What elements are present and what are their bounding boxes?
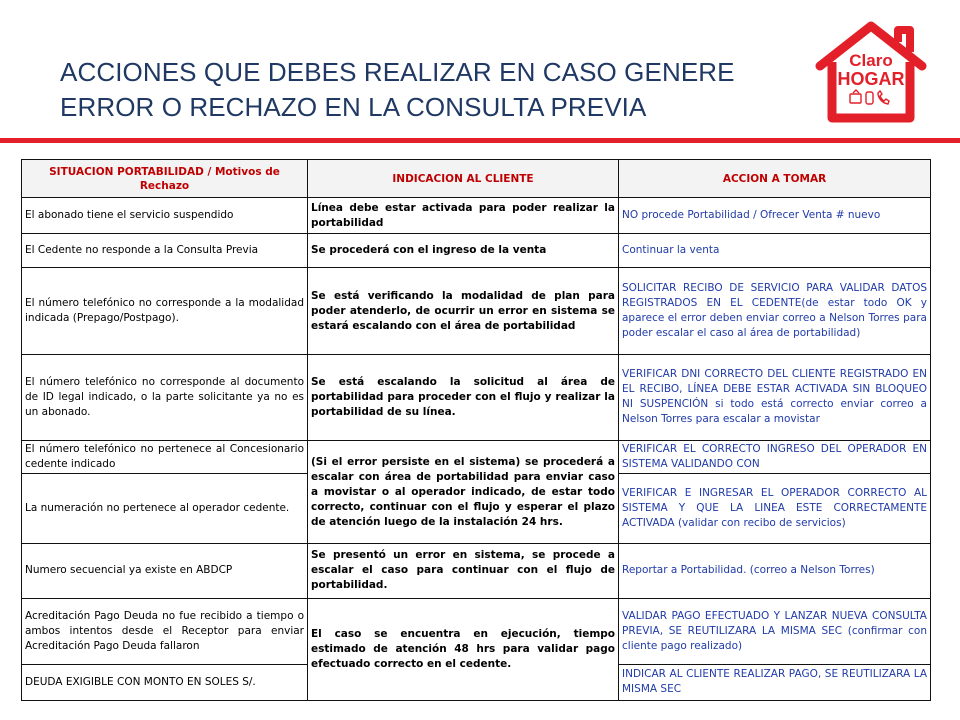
action-cell: Continuar la venta: [619, 234, 931, 268]
situation-cell: Numero secuencial ya existe en ABDCP: [22, 544, 308, 598]
header-divider: [0, 138, 960, 143]
indication-cell: Se procederá con el ingreso de la venta: [308, 234, 619, 268]
header-action: ACCION A TOMAR: [619, 160, 931, 198]
situation-cell: El número telefónico no pertenece al Concesionario cedente indicado: [22, 441, 308, 474]
slide-title-line-1: ACCIONES QUE DEBES REALIZAR EN CASO GENERE: [60, 57, 735, 87]
table-row: [22, 268, 931, 354]
table-row: [22, 234, 931, 268]
table-row: [22, 198, 931, 234]
situation-cell: El Cedente no responde a la Consulta Previa: [22, 234, 308, 268]
indication-cell: Se está escalando la solicitud al área de portabilidad para proceder con el flujo y realizar la portabilidad de su línea.: [308, 354, 619, 440]
action-cell: INDICAR AL CLIENTE REALIZAR PAGO, SE REUTILIZARA LA MISMA SEC: [619, 664, 931, 700]
indication-cell: El caso se encuentra en ejecución, tiempo estimado de atención 48 hrs para validar pago efectuado correcto en el cedente.: [308, 598, 619, 700]
service-icons: [850, 90, 889, 104]
house-logo-icon: [810, 18, 932, 128]
header-indication: INDICACION AL CLIENTE: [308, 160, 619, 198]
indication-cell: Línea debe estar activada para poder realizar la portabilidad: [308, 198, 619, 234]
situation-cell: Acreditación Pago Deuda no fue recibido a tiempo o ambos intentos desde el Receptor para enviar Acreditación Pago Deuda fallaron: [22, 598, 308, 664]
action-cell: VALIDAR PAGO EFECTUADO Y LANZAR NUEVA CONSULTA PREVIA, SE REUTILIZARA LA MISMA SEC (confirmar con cliente pago realizado): [619, 598, 931, 664]
table-row: [22, 544, 931, 598]
action-cell: VERIFICAR E INGRESAR EL OPERADOR CORRECTO AL SISTEMA Y QUE LA LINEA ESTE CORRECTAMENTE ACTIVADA (validar con recibo de servicios): [619, 474, 931, 544]
claro-hogar-logo: [810, 18, 932, 128]
table-row: [22, 354, 931, 440]
table-row: [22, 441, 931, 474]
indication-cell: (Si el error persiste en el sistema) se procederá a escalar con área de portabilidad para enviar caso a movistar o al operador indicado, de estar todo correcto, continuar con el flujo y esperar el plazo de atención luego de la instalación 24 hrs.: [308, 441, 619, 544]
table-row: [22, 598, 931, 664]
indication-cell: Se está verificando la modalidad de plan para poder atenderlo, de ocurrir un error en sistema se estará escalando con el área de portabilidad: [308, 268, 619, 354]
action-cell: NO procede Portabilidad / Ofrecer Venta # nuevo: [619, 198, 931, 234]
action-cell: Reportar a Portabilidad. (correo a Nelson Torres): [619, 544, 931, 598]
situation-cell: DEUDA EXIGIBLE CON MONTO EN SOLES S/.: [22, 664, 308, 700]
situation-cell: El abonado tiene el servicio suspendido: [22, 198, 308, 234]
action-cell: VERIFICAR EL CORRECTO INGRESO DEL OPERADOR EN SISTEMA VALIDANDO CON: [619, 441, 931, 474]
situation-cell: El número telefónico no corresponde al documento de ID legal indicado, o la parte solicitante ya no es un abonado.: [22, 354, 308, 440]
brand-line-2: HOGAR: [837, 69, 905, 89]
remote-icon: [866, 92, 873, 104]
phone-icon: [878, 91, 889, 104]
situation-cell: El número telefónico no corresponde a la modalidad indicada (Prepago/Postpago).: [22, 268, 308, 354]
tv-antenna-icon: [853, 90, 859, 93]
slide-title-line-2: ERROR O RECHAZO EN LA CONSULTA PREVIA: [60, 92, 647, 122]
brand-line-1: Claro: [849, 51, 893, 70]
indication-cell: Se presentó un error en sistema, se procede a escalar el caso para continuar con el flujo de portabilidad.: [308, 544, 619, 598]
actions-table: [21, 159, 931, 701]
action-cell: VERIFICAR DNI CORRECTO DEL CLIENTE REGISTRADO EN EL RECIBO, LÍNEA DEBE ESTAR ACTIVADA SIN BLOQUEO NI SUSPENCIÓN si todo está correcto enviar correo a Nelson Torres para escalar a movistar: [619, 354, 931, 440]
table-header-row: [22, 160, 931, 198]
tv-icon: [850, 94, 861, 103]
action-cell: SOLICITAR RECIBO DE SERVICIO PARA VALIDAR DATOS REGISTRADOS EN EL CEDENTE(de estar todo OK y aparece el error deben enviar correo a Nelson Torres para poder escalar el caso al área de portabilidad): [619, 268, 931, 354]
actions-table-container: [21, 159, 930, 701]
header-situation: SITUACION PORTABILIDAD / Motivos de Rechazo: [22, 160, 308, 198]
situation-cell: La numeración no pertenece al operador cedente.: [22, 474, 308, 544]
slide-title: [60, 55, 780, 125]
